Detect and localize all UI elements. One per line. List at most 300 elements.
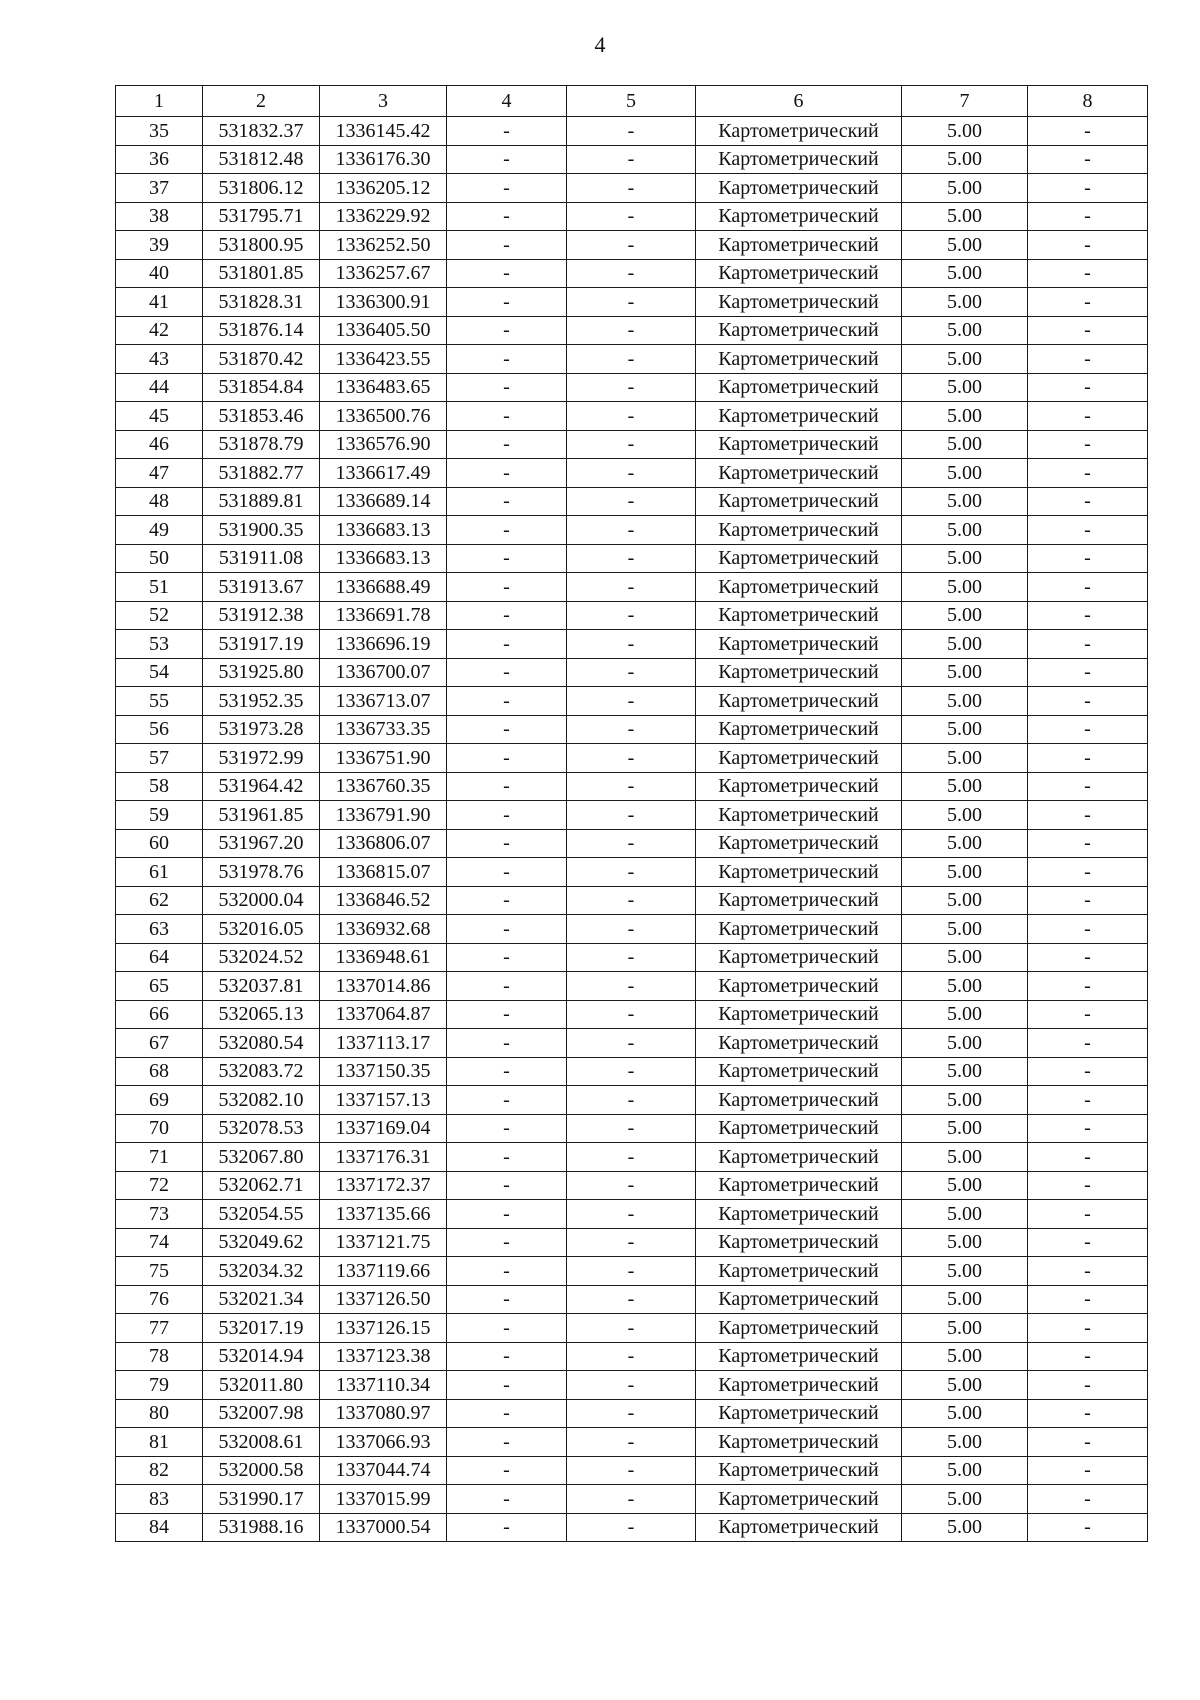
table-row bbox=[116, 915, 1148, 944]
x-coordinate-cell: 531812.48 bbox=[203, 145, 320, 174]
column-8-cell: - bbox=[1028, 943, 1148, 972]
x-coordinate-cell: 531828.31 bbox=[203, 288, 320, 317]
accuracy-cell: 5.00 bbox=[902, 288, 1028, 317]
table-row bbox=[116, 630, 1148, 659]
point-number-cell: 56 bbox=[116, 715, 203, 744]
method-cell: Картометрический bbox=[696, 1314, 902, 1343]
column-4-cell: - bbox=[447, 1114, 567, 1143]
point-number-cell: 55 bbox=[116, 687, 203, 716]
method-cell: Картометрический bbox=[696, 744, 902, 773]
table-row bbox=[116, 1314, 1148, 1343]
column-8-cell: - bbox=[1028, 1285, 1148, 1314]
coordinates-table bbox=[115, 85, 1148, 1542]
y-coordinate-cell: 1336700.07 bbox=[320, 658, 447, 687]
point-number-cell: 72 bbox=[116, 1171, 203, 1200]
x-coordinate-cell: 532021.34 bbox=[203, 1285, 320, 1314]
column-8-cell: - bbox=[1028, 487, 1148, 516]
column-5-cell: - bbox=[567, 316, 696, 345]
column-5-cell: - bbox=[567, 1086, 696, 1115]
column-5-cell: - bbox=[567, 1257, 696, 1286]
column-5-cell: - bbox=[567, 1314, 696, 1343]
y-coordinate-cell: 1336145.42 bbox=[320, 117, 447, 146]
table-row bbox=[116, 1456, 1148, 1485]
column-5-cell: - bbox=[567, 1029, 696, 1058]
table-row bbox=[116, 1200, 1148, 1229]
table-row bbox=[116, 972, 1148, 1001]
point-number-cell: 61 bbox=[116, 858, 203, 887]
x-coordinate-cell: 532082.10 bbox=[203, 1086, 320, 1115]
column-4-cell: - bbox=[447, 1485, 567, 1514]
accuracy-cell: 5.00 bbox=[902, 1485, 1028, 1514]
x-coordinate-cell: 531870.42 bbox=[203, 345, 320, 374]
column-5-cell: - bbox=[567, 915, 696, 944]
column-4-cell: - bbox=[447, 601, 567, 630]
point-number-cell: 66 bbox=[116, 1000, 203, 1029]
table-row bbox=[116, 715, 1148, 744]
column-header-6: 6 bbox=[696, 86, 902, 117]
accuracy-cell: 5.00 bbox=[902, 744, 1028, 773]
x-coordinate-cell: 531900.35 bbox=[203, 516, 320, 545]
method-cell: Картометрический bbox=[696, 1371, 902, 1400]
column-4-cell: - bbox=[447, 1428, 567, 1457]
x-coordinate-cell: 531917.19 bbox=[203, 630, 320, 659]
y-coordinate-cell: 1336683.13 bbox=[320, 544, 447, 573]
column-4-cell: - bbox=[447, 288, 567, 317]
point-number-cell: 36 bbox=[116, 145, 203, 174]
column-4-cell: - bbox=[447, 1057, 567, 1086]
method-cell: Картометрический bbox=[696, 573, 902, 602]
column-4-cell: - bbox=[447, 516, 567, 545]
column-4-cell: - bbox=[447, 1029, 567, 1058]
column-8-cell: - bbox=[1028, 1143, 1148, 1172]
table-row bbox=[116, 744, 1148, 773]
y-coordinate-cell: 1337080.97 bbox=[320, 1399, 447, 1428]
y-coordinate-cell: 1336932.68 bbox=[320, 915, 447, 944]
column-8-cell: - bbox=[1028, 1200, 1148, 1229]
table-row bbox=[116, 174, 1148, 203]
column-5-cell: - bbox=[567, 1000, 696, 1029]
accuracy-cell: 5.00 bbox=[902, 772, 1028, 801]
accuracy-cell: 5.00 bbox=[902, 1057, 1028, 1086]
table-row bbox=[116, 1114, 1148, 1143]
column-4-cell: - bbox=[447, 886, 567, 915]
point-number-cell: 79 bbox=[116, 1371, 203, 1400]
column-8-cell: - bbox=[1028, 1171, 1148, 1200]
y-coordinate-cell: 1337066.93 bbox=[320, 1428, 447, 1457]
accuracy-cell: 5.00 bbox=[902, 487, 1028, 516]
x-coordinate-cell: 532008.61 bbox=[203, 1428, 320, 1457]
column-5-cell: - bbox=[567, 1342, 696, 1371]
column-8-cell: - bbox=[1028, 202, 1148, 231]
table-row bbox=[116, 402, 1148, 431]
accuracy-cell: 5.00 bbox=[902, 1000, 1028, 1029]
y-coordinate-cell: 1336688.49 bbox=[320, 573, 447, 602]
column-8-cell: - bbox=[1028, 915, 1148, 944]
table-row bbox=[116, 231, 1148, 260]
column-4-cell: - bbox=[447, 772, 567, 801]
accuracy-cell: 5.00 bbox=[902, 943, 1028, 972]
method-cell: Картометрический bbox=[696, 1228, 902, 1257]
column-8-cell: - bbox=[1028, 1114, 1148, 1143]
x-coordinate-cell: 532062.71 bbox=[203, 1171, 320, 1200]
column-4-cell: - bbox=[447, 544, 567, 573]
table-row bbox=[116, 288, 1148, 317]
method-cell: Картометрический bbox=[696, 316, 902, 345]
column-header-4: 4 bbox=[447, 86, 567, 117]
table-row bbox=[116, 1342, 1148, 1371]
column-8-cell: - bbox=[1028, 402, 1148, 431]
point-number-cell: 47 bbox=[116, 459, 203, 488]
x-coordinate-cell: 531978.76 bbox=[203, 858, 320, 887]
y-coordinate-cell: 1336696.19 bbox=[320, 630, 447, 659]
column-5-cell: - bbox=[567, 1399, 696, 1428]
method-cell: Картометрический bbox=[696, 430, 902, 459]
column-5-cell: - bbox=[567, 544, 696, 573]
y-coordinate-cell: 1337110.34 bbox=[320, 1371, 447, 1400]
y-coordinate-cell: 1336806.07 bbox=[320, 829, 447, 858]
column-5-cell: - bbox=[567, 231, 696, 260]
column-8-cell: - bbox=[1028, 430, 1148, 459]
column-5-cell: - bbox=[567, 487, 696, 516]
column-8-cell: - bbox=[1028, 459, 1148, 488]
column-5-cell: - bbox=[567, 430, 696, 459]
accuracy-cell: 5.00 bbox=[902, 544, 1028, 573]
accuracy-cell: 5.00 bbox=[902, 658, 1028, 687]
column-header-5: 5 bbox=[567, 86, 696, 117]
y-coordinate-cell: 1337119.66 bbox=[320, 1257, 447, 1286]
column-8-cell: - bbox=[1028, 715, 1148, 744]
column-4-cell: - bbox=[447, 202, 567, 231]
point-number-cell: 57 bbox=[116, 744, 203, 773]
method-cell: Картометрический bbox=[696, 117, 902, 146]
accuracy-cell: 5.00 bbox=[902, 117, 1028, 146]
x-coordinate-cell: 531912.38 bbox=[203, 601, 320, 630]
column-4-cell: - bbox=[447, 231, 567, 260]
point-number-cell: 35 bbox=[116, 117, 203, 146]
x-coordinate-cell: 532037.81 bbox=[203, 972, 320, 1001]
x-coordinate-cell: 531988.16 bbox=[203, 1513, 320, 1542]
accuracy-cell: 5.00 bbox=[902, 1456, 1028, 1485]
x-coordinate-cell: 532024.52 bbox=[203, 943, 320, 972]
page-number: 4 bbox=[594, 32, 606, 57]
column-5-cell: - bbox=[567, 573, 696, 602]
column-5-cell: - bbox=[567, 829, 696, 858]
column-4-cell: - bbox=[447, 430, 567, 459]
column-4-cell: - bbox=[447, 915, 567, 944]
method-cell: Картометрический bbox=[696, 231, 902, 260]
method-cell: Картометрический bbox=[696, 1000, 902, 1029]
column-4-cell: - bbox=[447, 459, 567, 488]
y-coordinate-cell: 1337123.38 bbox=[320, 1342, 447, 1371]
point-number-cell: 38 bbox=[116, 202, 203, 231]
accuracy-cell: 5.00 bbox=[902, 459, 1028, 488]
x-coordinate-cell: 532007.98 bbox=[203, 1399, 320, 1428]
accuracy-cell: 5.00 bbox=[902, 687, 1028, 716]
y-coordinate-cell: 1336617.49 bbox=[320, 459, 447, 488]
y-coordinate-cell: 1337015.99 bbox=[320, 1485, 447, 1514]
y-coordinate-cell: 1336229.92 bbox=[320, 202, 447, 231]
table-row bbox=[116, 1000, 1148, 1029]
point-number-cell: 73 bbox=[116, 1200, 203, 1229]
table-row bbox=[116, 259, 1148, 288]
column-4-cell: - bbox=[447, 829, 567, 858]
y-coordinate-cell: 1336713.07 bbox=[320, 687, 447, 716]
point-number-cell: 64 bbox=[116, 943, 203, 972]
accuracy-cell: 5.00 bbox=[902, 915, 1028, 944]
table-row bbox=[116, 1086, 1148, 1115]
accuracy-cell: 5.00 bbox=[902, 259, 1028, 288]
y-coordinate-cell: 1336846.52 bbox=[320, 886, 447, 915]
y-coordinate-cell: 1337176.31 bbox=[320, 1143, 447, 1172]
column-8-cell: - bbox=[1028, 373, 1148, 402]
method-cell: Картометрический bbox=[696, 715, 902, 744]
column-5-cell: - bbox=[567, 601, 696, 630]
x-coordinate-cell: 532011.80 bbox=[203, 1371, 320, 1400]
accuracy-cell: 5.00 bbox=[902, 1029, 1028, 1058]
point-number-cell: 48 bbox=[116, 487, 203, 516]
column-4-cell: - bbox=[447, 1399, 567, 1428]
accuracy-cell: 5.00 bbox=[902, 601, 1028, 630]
column-5-cell: - bbox=[567, 117, 696, 146]
point-number-cell: 69 bbox=[116, 1086, 203, 1115]
table-row bbox=[116, 516, 1148, 545]
x-coordinate-cell: 531876.14 bbox=[203, 316, 320, 345]
method-cell: Картометрический bbox=[696, 915, 902, 944]
x-coordinate-cell: 531913.67 bbox=[203, 573, 320, 602]
column-5-cell: - bbox=[567, 687, 696, 716]
column-8-cell: - bbox=[1028, 972, 1148, 1001]
header-row bbox=[116, 86, 1148, 117]
accuracy-cell: 5.00 bbox=[902, 1342, 1028, 1371]
point-number-cell: 46 bbox=[116, 430, 203, 459]
column-4-cell: - bbox=[447, 402, 567, 431]
method-cell: Картометрический bbox=[696, 772, 902, 801]
x-coordinate-cell: 531972.99 bbox=[203, 744, 320, 773]
column-8-cell: - bbox=[1028, 1228, 1148, 1257]
y-coordinate-cell: 1337172.37 bbox=[320, 1171, 447, 1200]
y-coordinate-cell: 1337000.54 bbox=[320, 1513, 447, 1542]
column-header-1: 1 bbox=[116, 86, 203, 117]
accuracy-cell: 5.00 bbox=[902, 231, 1028, 260]
column-5-cell: - bbox=[567, 288, 696, 317]
x-coordinate-cell: 531961.85 bbox=[203, 801, 320, 830]
method-cell: Картометрический bbox=[696, 1428, 902, 1457]
column-8-cell: - bbox=[1028, 772, 1148, 801]
x-coordinate-cell: 531964.42 bbox=[203, 772, 320, 801]
column-8-cell: - bbox=[1028, 744, 1148, 773]
y-coordinate-cell: 1337157.13 bbox=[320, 1086, 447, 1115]
column-4-cell: - bbox=[447, 487, 567, 516]
method-cell: Картометрический bbox=[696, 858, 902, 887]
y-coordinate-cell: 1337121.75 bbox=[320, 1228, 447, 1257]
column-4-cell: - bbox=[447, 1086, 567, 1115]
accuracy-cell: 5.00 bbox=[902, 829, 1028, 858]
accuracy-cell: 5.00 bbox=[902, 1171, 1028, 1200]
accuracy-cell: 5.00 bbox=[902, 430, 1028, 459]
point-number-cell: 45 bbox=[116, 402, 203, 431]
x-coordinate-cell: 532065.13 bbox=[203, 1000, 320, 1029]
accuracy-cell: 5.00 bbox=[902, 972, 1028, 1001]
column-5-cell: - bbox=[567, 943, 696, 972]
table-row bbox=[116, 145, 1148, 174]
table-row bbox=[116, 202, 1148, 231]
column-4-cell: - bbox=[447, 1456, 567, 1485]
column-header-2: 2 bbox=[203, 86, 320, 117]
point-number-cell: 67 bbox=[116, 1029, 203, 1058]
column-4-cell: - bbox=[447, 1314, 567, 1343]
table-row bbox=[116, 1371, 1148, 1400]
column-8-cell: - bbox=[1028, 117, 1148, 146]
column-8-cell: - bbox=[1028, 1456, 1148, 1485]
method-cell: Картометрический bbox=[696, 1143, 902, 1172]
table-row bbox=[116, 573, 1148, 602]
column-8-cell: - bbox=[1028, 1057, 1148, 1086]
column-5-cell: - bbox=[567, 744, 696, 773]
table-row bbox=[116, 345, 1148, 374]
method-cell: Картометрический bbox=[696, 259, 902, 288]
column-8-cell: - bbox=[1028, 658, 1148, 687]
point-number-cell: 39 bbox=[116, 231, 203, 260]
column-8-cell: - bbox=[1028, 1371, 1148, 1400]
point-number-cell: 40 bbox=[116, 259, 203, 288]
column-4-cell: - bbox=[447, 658, 567, 687]
column-5-cell: - bbox=[567, 658, 696, 687]
accuracy-cell: 5.00 bbox=[902, 373, 1028, 402]
table-row bbox=[116, 1257, 1148, 1286]
method-cell: Картометрический bbox=[696, 402, 902, 431]
y-coordinate-cell: 1336733.35 bbox=[320, 715, 447, 744]
table-row bbox=[116, 1485, 1148, 1514]
point-number-cell: 44 bbox=[116, 373, 203, 402]
y-coordinate-cell: 1336689.14 bbox=[320, 487, 447, 516]
column-5-cell: - bbox=[567, 345, 696, 374]
x-coordinate-cell: 531952.35 bbox=[203, 687, 320, 716]
y-coordinate-cell: 1336576.90 bbox=[320, 430, 447, 459]
point-number-cell: 77 bbox=[116, 1314, 203, 1343]
accuracy-cell: 5.00 bbox=[902, 1114, 1028, 1143]
y-coordinate-cell: 1336691.78 bbox=[320, 601, 447, 630]
accuracy-cell: 5.00 bbox=[902, 316, 1028, 345]
x-coordinate-cell: 531800.95 bbox=[203, 231, 320, 260]
column-5-cell: - bbox=[567, 145, 696, 174]
accuracy-cell: 5.00 bbox=[902, 715, 1028, 744]
y-coordinate-cell: 1336176.30 bbox=[320, 145, 447, 174]
column-8-cell: - bbox=[1028, 1257, 1148, 1286]
column-8-cell: - bbox=[1028, 1513, 1148, 1542]
column-4-cell: - bbox=[447, 1257, 567, 1286]
column-5-cell: - bbox=[567, 402, 696, 431]
column-5-cell: - bbox=[567, 972, 696, 1001]
column-4-cell: - bbox=[447, 943, 567, 972]
table-row bbox=[116, 117, 1148, 146]
x-coordinate-cell: 531911.08 bbox=[203, 544, 320, 573]
column-8-cell: - bbox=[1028, 1399, 1148, 1428]
x-coordinate-cell: 532000.58 bbox=[203, 1456, 320, 1485]
column-8-cell: - bbox=[1028, 516, 1148, 545]
column-4-cell: - bbox=[447, 1143, 567, 1172]
y-coordinate-cell: 1336300.91 bbox=[320, 288, 447, 317]
column-8-cell: - bbox=[1028, 288, 1148, 317]
method-cell: Картометрический bbox=[696, 1257, 902, 1286]
column-5-cell: - bbox=[567, 1371, 696, 1400]
y-coordinate-cell: 1337044.74 bbox=[320, 1456, 447, 1485]
point-number-cell: 78 bbox=[116, 1342, 203, 1371]
column-4-cell: - bbox=[447, 174, 567, 203]
point-number-cell: 84 bbox=[116, 1513, 203, 1542]
table-row bbox=[116, 829, 1148, 858]
accuracy-cell: 5.00 bbox=[902, 174, 1028, 203]
accuracy-cell: 5.00 bbox=[902, 1143, 1028, 1172]
column-4-cell: - bbox=[447, 1285, 567, 1314]
x-coordinate-cell: 531806.12 bbox=[203, 174, 320, 203]
x-coordinate-cell: 532080.54 bbox=[203, 1029, 320, 1058]
point-number-cell: 52 bbox=[116, 601, 203, 630]
column-5-cell: - bbox=[567, 715, 696, 744]
y-coordinate-cell: 1337126.15 bbox=[320, 1314, 447, 1343]
column-8-cell: - bbox=[1028, 1314, 1148, 1343]
point-number-cell: 82 bbox=[116, 1456, 203, 1485]
table-row bbox=[116, 316, 1148, 345]
column-8-cell: - bbox=[1028, 1029, 1148, 1058]
column-8-cell: - bbox=[1028, 573, 1148, 602]
method-cell: Картометрический bbox=[696, 174, 902, 203]
table-row bbox=[116, 772, 1148, 801]
point-number-cell: 58 bbox=[116, 772, 203, 801]
column-8-cell: - bbox=[1028, 316, 1148, 345]
accuracy-cell: 5.00 bbox=[902, 1285, 1028, 1314]
method-cell: Картометрический bbox=[696, 1057, 902, 1086]
x-coordinate-cell: 531882.77 bbox=[203, 459, 320, 488]
table-row bbox=[116, 1057, 1148, 1086]
method-cell: Картометрический bbox=[696, 801, 902, 830]
y-coordinate-cell: 1336948.61 bbox=[320, 943, 447, 972]
table-row bbox=[116, 1513, 1148, 1542]
method-cell: Картометрический bbox=[696, 658, 902, 687]
point-number-cell: 81 bbox=[116, 1428, 203, 1457]
accuracy-cell: 5.00 bbox=[902, 1314, 1028, 1343]
table-row bbox=[116, 801, 1148, 830]
y-coordinate-cell: 1336483.65 bbox=[320, 373, 447, 402]
x-coordinate-cell: 531795.71 bbox=[203, 202, 320, 231]
point-number-cell: 54 bbox=[116, 658, 203, 687]
x-coordinate-cell: 532017.19 bbox=[203, 1314, 320, 1343]
y-coordinate-cell: 1336257.67 bbox=[320, 259, 447, 288]
column-5-cell: - bbox=[567, 1285, 696, 1314]
method-cell: Картометрический bbox=[696, 516, 902, 545]
point-number-cell: 65 bbox=[116, 972, 203, 1001]
method-cell: Картометрический bbox=[696, 886, 902, 915]
column-8-cell: - bbox=[1028, 601, 1148, 630]
y-coordinate-cell: 1336683.13 bbox=[320, 516, 447, 545]
accuracy-cell: 5.00 bbox=[902, 801, 1028, 830]
x-coordinate-cell: 532049.62 bbox=[203, 1228, 320, 1257]
column-5-cell: - bbox=[567, 630, 696, 659]
table-row bbox=[116, 1285, 1148, 1314]
x-coordinate-cell: 531853.46 bbox=[203, 402, 320, 431]
column-5-cell: - bbox=[567, 459, 696, 488]
x-coordinate-cell: 531832.37 bbox=[203, 117, 320, 146]
table-row bbox=[116, 601, 1148, 630]
table-row bbox=[116, 487, 1148, 516]
y-coordinate-cell: 1337150.35 bbox=[320, 1057, 447, 1086]
column-4-cell: - bbox=[447, 858, 567, 887]
point-number-cell: 37 bbox=[116, 174, 203, 203]
column-8-cell: - bbox=[1028, 858, 1148, 887]
column-8-cell: - bbox=[1028, 1000, 1148, 1029]
table-row bbox=[116, 459, 1148, 488]
point-number-cell: 76 bbox=[116, 1285, 203, 1314]
column-5-cell: - bbox=[567, 858, 696, 887]
